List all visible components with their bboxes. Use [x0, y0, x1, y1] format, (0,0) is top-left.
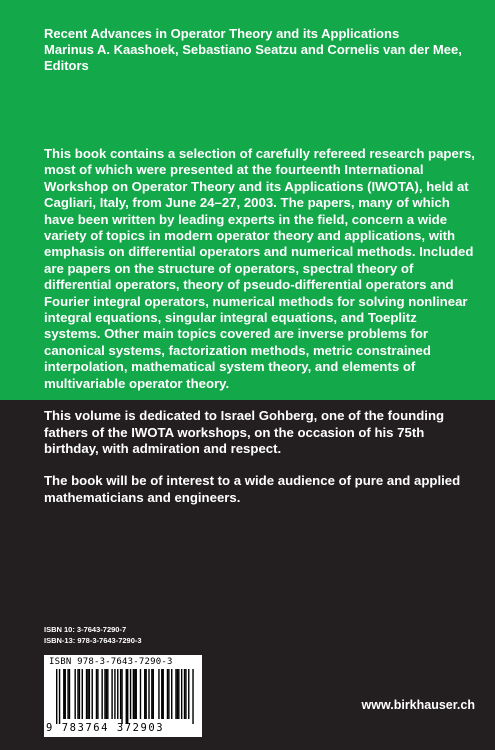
barcode-bar	[106, 669, 107, 719]
barcode-bar	[96, 669, 97, 719]
barcode-bar	[74, 669, 75, 719]
description-paragraph-3: The book will be of interest to a wide audience of pure and applied mathematicians and engineers.	[44, 473, 461, 505]
barcode-bar	[184, 669, 185, 719]
barcode-bar	[136, 669, 137, 719]
barcode	[44, 655, 202, 737]
barcode-bar	[133, 669, 134, 719]
barcode-bar	[59, 669, 60, 724]
description-paragraph-1: This book contains a selection of carefully refereed research papers, most of which were presented at the fourteenth International Workshop on Operator Theory and its Applications (IWOTA), held at Cagliari, Italy, from June 24–27, 2003. The papers, many of which have been written by leading experts in the field, concern a wide variety of topics in modern operator theory and applications, with emphasis on differential operators and numerical methods. Included are papers on the structure of operators, spectral theory of differential operators, theory of pseudo-differential operators and Fourier integral operators, numerical methods for solving nonlinear integral equations, singular integral equations, and Toeplitz systems. Other main topics covered are inverse problems for canonical systems, factorization methods, metric constrained interpolation, mathematical system theory, and elements of multivariable operator theory.	[44, 146, 475, 391]
barcode-bar	[161, 669, 162, 719]
editors-line: Marinus A. Kaashoek, Sebastiano Seatzu and Cornelis van der Mee,	[44, 42, 462, 57]
book-header	[44, 26, 474, 74]
barcode-bar	[92, 669, 93, 719]
barcode-bar	[87, 669, 88, 719]
editors-label: Editors	[44, 58, 89, 73]
barcode-bar	[178, 669, 179, 719]
barcode-bar	[67, 669, 68, 719]
barcode-bar	[86, 669, 87, 719]
barcode-bar	[167, 669, 168, 719]
barcode-bar	[171, 669, 172, 719]
barcode-bar	[188, 669, 189, 719]
barcode-bar	[151, 669, 152, 719]
barcode-bar	[56, 669, 57, 724]
barcode-bar	[104, 669, 105, 719]
isbn-10: ISBN 10: 3-7643-7290-7	[44, 625, 127, 634]
barcode-bar	[148, 669, 149, 719]
book-title: Recent Advances in Operator Theory and its Applications	[44, 26, 400, 41]
barcode-bar	[121, 669, 122, 724]
barcode-bar	[120, 669, 121, 719]
barcode-bar	[107, 669, 108, 719]
barcode-bar	[168, 669, 169, 719]
barcode-bar	[177, 669, 178, 719]
book-description	[44, 146, 476, 522]
barcode-bar	[163, 669, 164, 719]
barcode-bar	[185, 669, 186, 719]
barcode-bar	[153, 669, 154, 719]
barcode-bar	[127, 669, 128, 724]
barcode-bar	[77, 669, 78, 719]
isbn-block	[44, 624, 142, 646]
barcode-bar	[181, 669, 182, 719]
barcode-bar	[69, 669, 70, 719]
barcode-bar	[63, 669, 64, 719]
barcode-bar	[192, 669, 193, 724]
barcode-bar	[130, 669, 131, 719]
barcode-bar	[140, 669, 141, 719]
barcode-bar	[175, 669, 176, 719]
barcode-bar	[111, 669, 112, 719]
barcode-isbn-text: ISBN 978-3-7643-7290-3	[49, 657, 173, 667]
barcode-bar	[117, 669, 118, 719]
barcode-digits: 9 783764 372903	[46, 722, 165, 734]
barcode-bar	[126, 669, 127, 724]
publisher-website[interactable]: www.birkhauser.ch	[361, 698, 475, 712]
barcode-bar	[134, 669, 135, 719]
barcode-bar	[89, 669, 90, 719]
barcode-bar	[101, 669, 102, 719]
description-paragraph-2: This volume is dedicated to Israel Gohberg, one of the founding fathers of the IWOTA workshops, on the occasion of his 75th birthday, with admiration and respect.	[44, 408, 445, 456]
barcode-bar	[82, 669, 83, 719]
barcode-bar	[144, 669, 145, 719]
barcode-bar	[158, 669, 159, 719]
barcode-bar	[97, 669, 98, 719]
isbn-13: ISBN-13: 978-3-7643-7290-3	[44, 636, 142, 645]
barcode-bar	[114, 669, 115, 719]
barcode-bar	[79, 669, 80, 719]
barcode-bar	[145, 669, 146, 719]
barcode-bar	[65, 669, 66, 719]
